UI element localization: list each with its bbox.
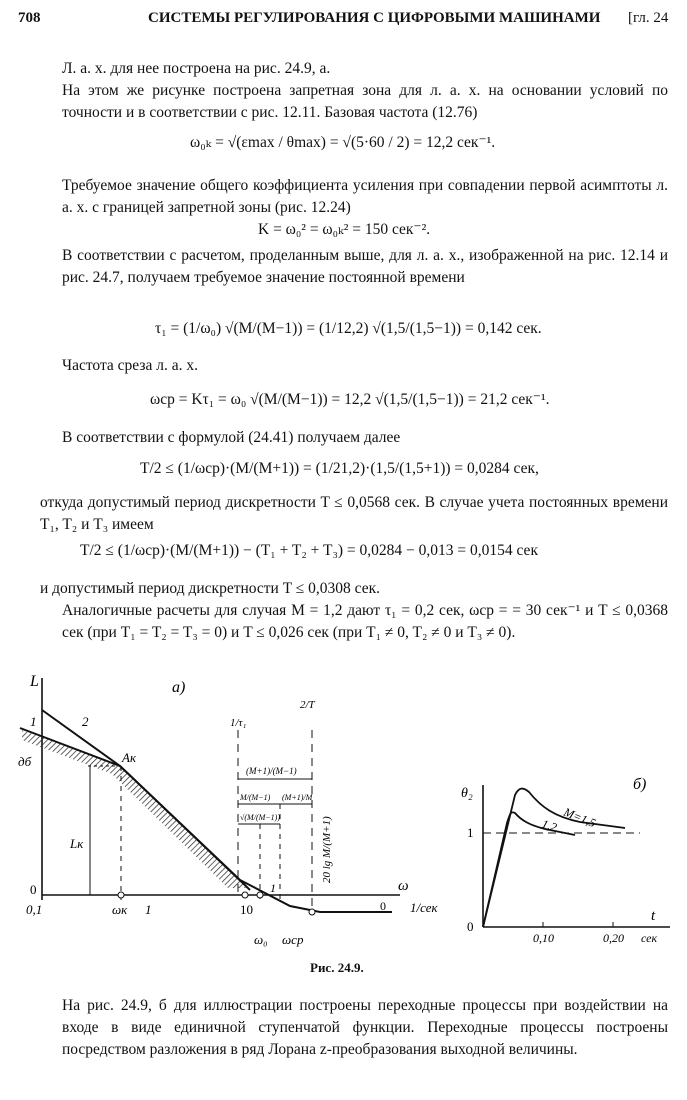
point-ak-label: Aк	[122, 750, 137, 765]
db-label: 20 lg M/(M+1)	[321, 816, 333, 883]
y-axis-b-label: θ₂	[461, 786, 473, 801]
sqrt-label: √(M/(M−1))	[240, 813, 280, 822]
ratio-label: (M+1)/(M−1)	[246, 766, 297, 776]
m1-over-m-label: (M+1)/M	[282, 793, 313, 802]
running-title: СИСТЕМЫ РЕГУЛИРОВАНИЯ С ЦИФРОВЫМИ МАШИНАМИ	[148, 10, 601, 26]
x-axis-label: ω	[398, 878, 409, 894]
paragraph-7: откуда допустимый период дискретности T ≤ 0,0568 сек. В случае учета постоянных времени T₁, T₂ и T₃ имеем	[40, 494, 668, 533]
omega-k-marker	[118, 892, 124, 898]
page-number: 708	[18, 10, 41, 26]
paragraph-3: Требуемое значение общего коэффициента усиления при совпадении первой асимптоты л. а. х. с границей запретной зоны (рис. 12.24)	[62, 177, 668, 216]
inv-tau-label: 1/τ₁	[230, 717, 247, 729]
paragraph-10: На рис. 24.9, б для иллюстрации построены переходные процессы при воздействии на входе в виде единичной ступенчатой функции. Переходные процессы построены посредством разложения в ряд Лорана z-преобразования выходной величины.	[62, 997, 668, 1058]
paragraph-5: Частота среза л. а. х.	[62, 357, 198, 374]
x-axis-b-label: t	[651, 908, 656, 924]
zero-right-label: 0	[380, 899, 386, 913]
omega-0-marker	[257, 892, 263, 898]
ten-marker	[242, 892, 248, 898]
origin-label: 0	[467, 919, 474, 934]
tick-one: 1	[145, 902, 152, 917]
paragraph-9: Аналогичные расчеты для случая M = 1,2 дают τ₁ = 0,2 сек, ωср = = 30 сек⁻¹ и T ≤ 0,0368 сек (при T₁ = T₂ = T₃ = 0) и T ≤ 0,026 сек (при T₁ ≠ 0, T₂ ≠ 0 и T₃ ≠ 0).	[62, 602, 668, 641]
omega-cp-label: ωср	[282, 932, 304, 947]
paragraph-8: и допустимый период дискретности T ≤ 0,0308 сек.	[40, 580, 381, 597]
series-1-5-label: M=1,5	[561, 804, 598, 831]
series-1-2-label: 1,2	[540, 816, 559, 835]
lah-curve	[42, 710, 392, 912]
y-axis-label: L	[30, 673, 39, 690]
chapter-label: [гл. 24	[628, 10, 669, 26]
paragraph-6: В соответствии с формулой (24.41) получаем далее	[62, 429, 401, 446]
figure-b-transient	[455, 765, 680, 950]
tick-010-label: 0,10	[533, 931, 554, 945]
omega-0-label: ω₀	[254, 932, 268, 947]
equation-period-corrected: T/2 ≤ (1/ωср)·(M/(M+1)) − (T₁ + T₂ + T₃) = 0,0284 − 0,013 = 0,0154 сек	[80, 542, 538, 559]
zone-boundary-1	[20, 728, 120, 766]
zero-label: 0	[30, 882, 37, 897]
equation-gain: K = ω₀² = ω₀ₖ² = 150 сек⁻².	[258, 221, 431, 238]
figure-caption: Рис. 24.9.	[310, 960, 364, 975]
panel-a-label: а)	[172, 679, 186, 696]
y-unit: дб	[18, 754, 32, 769]
paragraph-2: На этом же рисунке построена запретная зона для л. а. х. на основании условий по точности и в соответствии с рис. 12.11. Базовая частота (12.76)	[62, 82, 668, 121]
tick-ten: 10	[240, 902, 253, 917]
omega-k-label: ωк	[112, 902, 128, 917]
x-start-label: 0,1	[26, 902, 43, 917]
equation-base-frequency: ω₀ₖ = √(εmax / θmax) = √(5·60 / 2) = 12,2 сек⁻¹.	[190, 134, 496, 151]
two-over-t-label: 2/T	[300, 699, 315, 711]
one-right-label: 1	[270, 881, 276, 895]
equation-period: T/2 ≤ (1/ωср)·(M/(M+1)) = (1/21,2)·(1,5/(1,5+1)) = 0,0284 сек,	[140, 460, 539, 477]
y-one-label: 1	[467, 825, 474, 840]
x-unit: 1/сек	[410, 900, 438, 915]
tick-020-label: 0,20	[603, 931, 624, 945]
curve-1-label: 1	[30, 714, 37, 729]
curve-2-label: 2	[82, 714, 89, 729]
x-unit-b: сек	[641, 931, 658, 945]
paragraph-1: Л. а. х. для нее построена на рис. 24.9, а.	[62, 60, 331, 77]
m-over-m1-label: M/(M−1)	[240, 793, 271, 802]
lk-label: Lк	[70, 836, 84, 851]
equation-time-constant: τ₁ = (1/ω₀) √(M/(M−1)) = (1/12,2) √(1,5/(1,5−1)) = 0,142 сек.	[155, 320, 542, 337]
paragraph-4: В соответствии с расчетом, проделанным выше, для л. а. х., изображенной на рис. 12.14 и рис. 24.7, получаем требуемое значение постоянной времени	[62, 247, 668, 286]
panel-b-label: б)	[633, 776, 647, 793]
figure-a-bode-plot	[0, 668, 460, 953]
series-1-5	[483, 789, 625, 927]
equation-cutoff: ωср = Kτ₁ = ω₀ √(M/(M−1)) = 12,2 √(1,5/(1,5−1)) = 21,2 сек⁻¹.	[150, 391, 550, 408]
omega-cp-marker	[309, 909, 315, 915]
